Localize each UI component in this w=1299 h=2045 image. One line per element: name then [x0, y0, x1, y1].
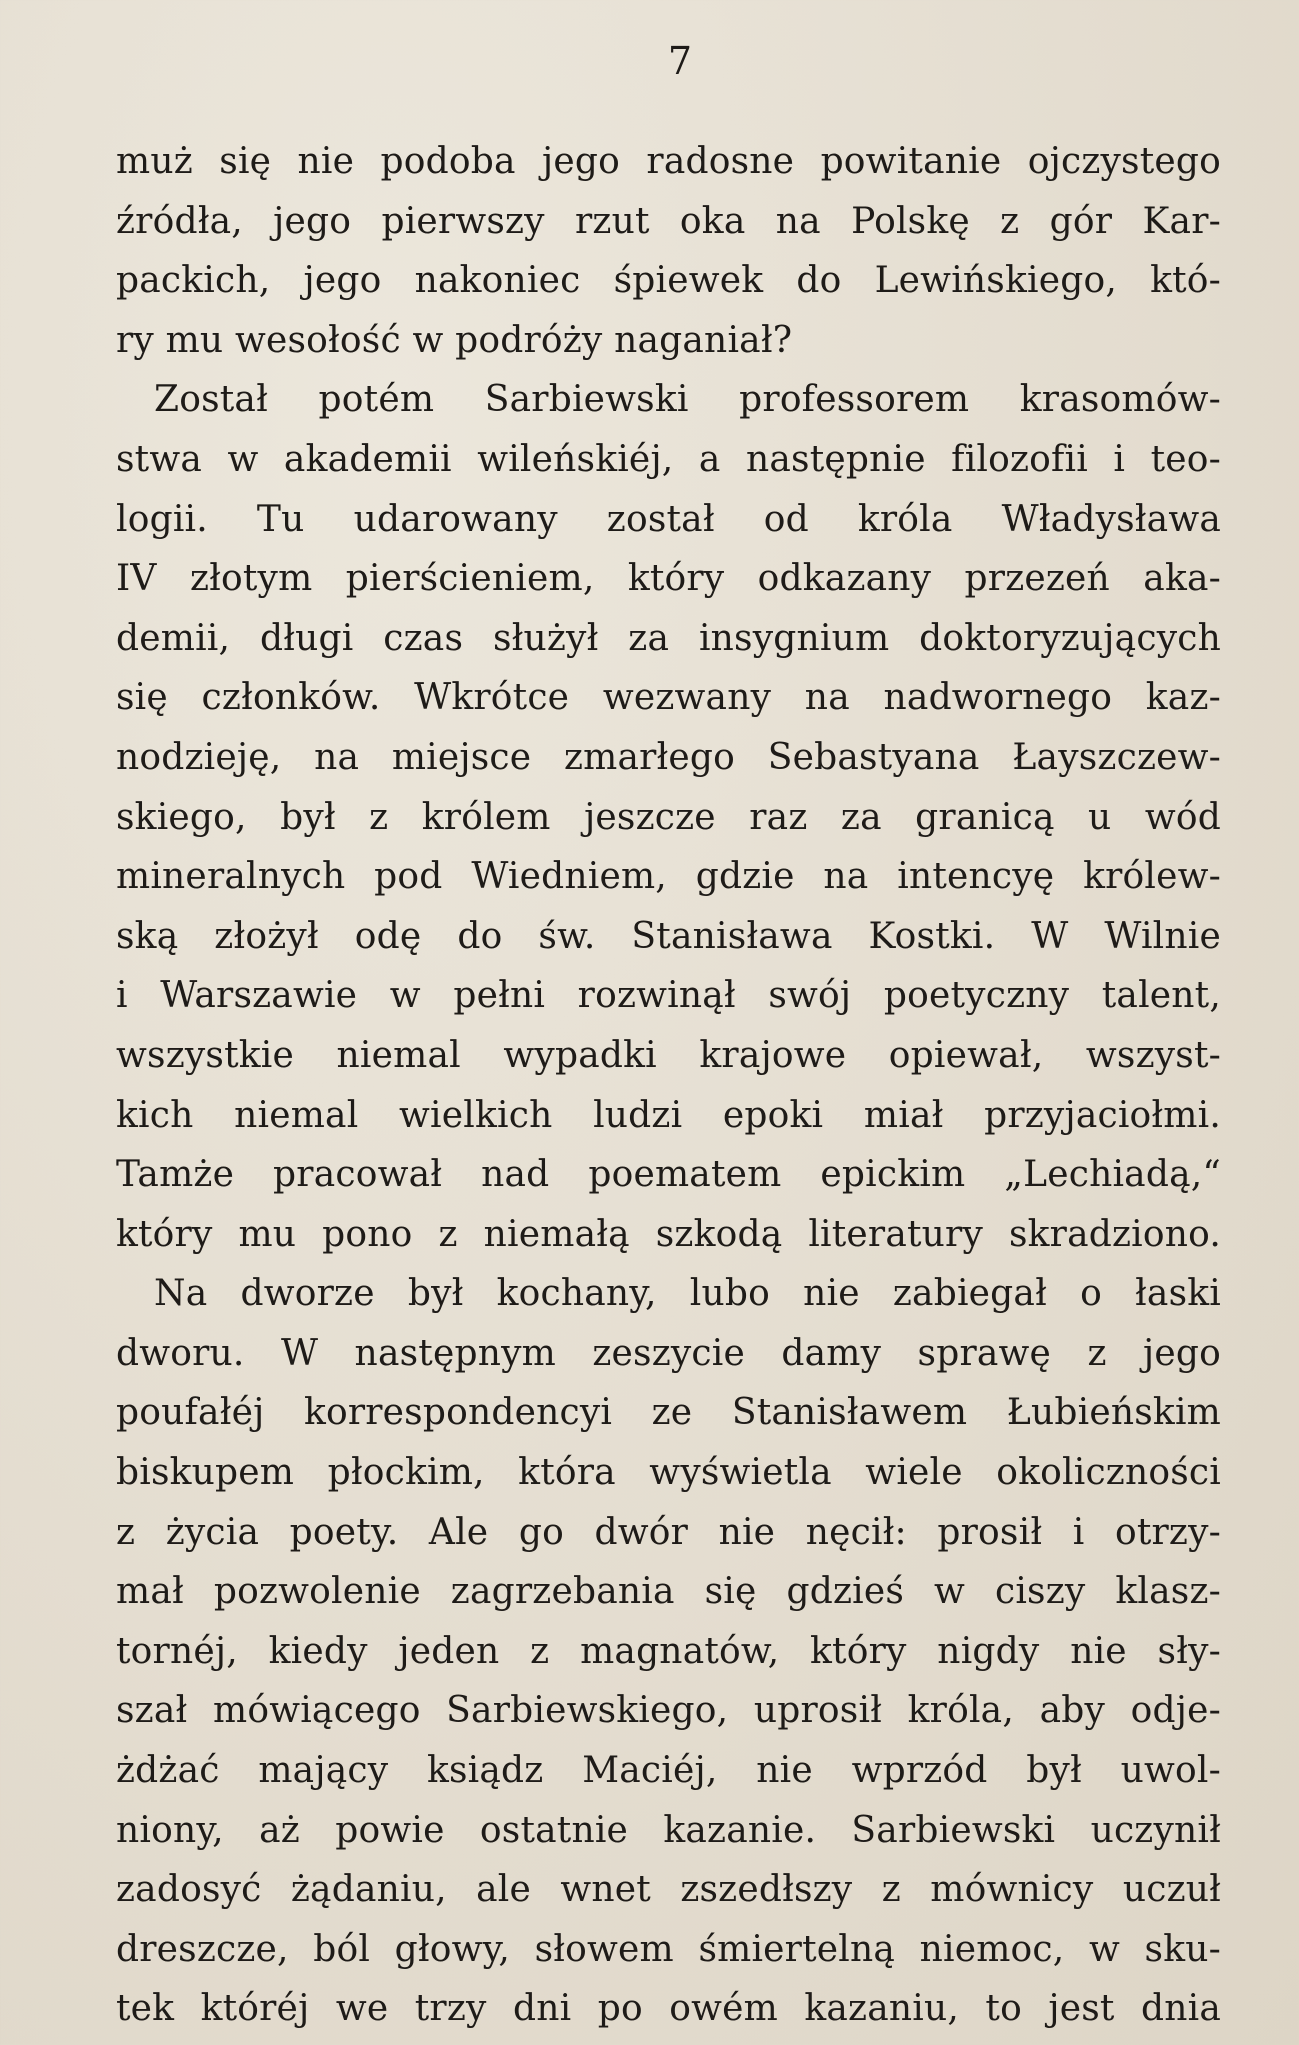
text-line: logii. Tu udarowany został od króla Władysława	[116, 498, 1221, 540]
text-line: skiego, był z królem jeszcze raz za granicą u wód	[116, 796, 1221, 838]
text-line: Został potém Sarbiewski professorem krasomów-	[154, 379, 1221, 421]
page-number: 7	[667, 39, 693, 83]
text-line: ską złożył odę do św. Stanisława Kostki. W Wilnie	[116, 915, 1221, 957]
text-line: Na dworze był kochany, lubo nie zabiegał o łaski	[154, 1273, 1221, 1315]
text-line: niony, aż powie ostatnie kazanie. Sarbiewski uczynił	[116, 1809, 1221, 1851]
text-line: muż się nie podoba jego radosne powitanie ojczystego	[116, 141, 1221, 182]
text-line: IV złotym pierścieniem, który odkazany przezeń aka-	[116, 558, 1221, 600]
text-line: nodzieję, na miejsce zmarłego Sebastyana Łayszczew-	[116, 736, 1221, 778]
text-line: tornéj, kiedy jeden z magnatów, który nigdy nie sły-	[116, 1630, 1221, 1672]
text-line: tek któréj we trzy dni po owém kazaniu, to jest dnia	[116, 1988, 1221, 2030]
text-line: kich niemal wielkich ludzi epoki miał przyjaciołmi.	[116, 1094, 1221, 1136]
text-line: z życia poety. Ale go dwór nie nęcił: prosił i otrzy-	[116, 1511, 1221, 1553]
text-line: poufałéj korrespondencyi ze Stanisławem Łubieńskim	[116, 1392, 1221, 1434]
text-line: dworu. W następnym zeszycie damy sprawę z jego	[116, 1332, 1221, 1374]
text-line: dreszcze, ból głowy, słowem śmiertelną niemoc, w sku-	[116, 1928, 1221, 1970]
text-line: zadosyć żądaniu, ale wnet zszedłszy z mównicy uczuł	[116, 1869, 1221, 1911]
text-line: mineralnych pod Wiedniem, gdzie na intencyę królew-	[116, 856, 1221, 898]
text-line: Tamże pracował nad poematem epickim „Lechiadą,“	[116, 1154, 1221, 1196]
text-line: biskupem płockim, która wyświetla wiele okoliczności	[116, 1452, 1221, 1494]
text-line: żdżać mający ksiądz Maciéj, nie wprzód był uwol-	[116, 1750, 1221, 1792]
body-text	[116, 132, 1221, 2039]
text-line: się członków. Wkrótce wezwany na nadwornego kaz-	[116, 677, 1221, 719]
text-line: wszystkie niemal wypadki krajowe opiewał, wszyst-	[116, 1034, 1221, 1076]
text-line: szał mówiącego Sarbiewskiego, uprosił króla, aby odje-	[116, 1690, 1221, 1732]
text-line: packich, jego nakoniec śpiewek do Lewińskiego, któ-	[116, 260, 1221, 302]
text-line: źródła, jego pierwszy rzut oka na Polskę z gór Kar-	[116, 200, 1221, 242]
text-line: stwa w akademii wileńskiéj, a następnie filozofii i teo-	[116, 438, 1221, 480]
text-line: mał pozwolenie zagrzebania się gdzieś w ciszy klasz-	[116, 1571, 1221, 1613]
text-line: ry mu wesołość w podróży naganiał?	[116, 319, 793, 361]
text-line: który mu pono z niemałą szkodą literatury skradziono.	[116, 1213, 1221, 1255]
text-line: demii, długi czas służył za insygnium doktoryzujących	[116, 617, 1221, 659]
text-line: i Warszawie w pełni rozwinął swój poetyczny talent,	[116, 975, 1221, 1017]
